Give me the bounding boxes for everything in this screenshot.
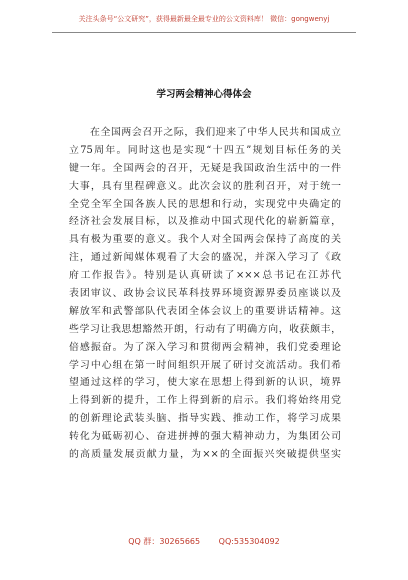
qq-number: QQ:535304092 <box>218 537 280 546</box>
body-line: 立75周年。同时这也是实现“十四五”规划目标任务的关 <box>69 144 341 156</box>
document-body <box>69 124 341 464</box>
qq-group: QQ 群：30265665 <box>128 537 201 546</box>
body-line: 些学习让我思想豁然开朗，行动有了明确方向，收获颇丰， <box>69 323 341 335</box>
body-line: 的高质量发展贡献力量，为××的全面振兴突破提供坚实 <box>69 449 341 461</box>
body-line: 倍感振奋。为了深入学习和贯彻两会精神，我们党委理论 <box>69 341 341 353</box>
body-line: 望通过这样的学习，使大家在思想上得到新的认识，境界 <box>69 377 341 389</box>
body-line: 大事，具有里程碑意义。此次会议的胜利召开，对于统一 <box>69 180 341 192</box>
body-line: 注，通过新闻媒体观看了大会的盛况，并深入学习了《政 <box>69 252 341 264</box>
body-line: 的创新理论武装头脑、指导实践、推动工作，将学习成果 <box>69 413 341 425</box>
header-divider <box>52 32 356 33</box>
body-line: 学习中心组在第一时间组织开展了研讨交流活动。我们希 <box>69 359 341 371</box>
body-line: 表团审议、政协会议民革科技界环境资源界委员座谈以及 <box>69 288 341 300</box>
body-line: 在全国两会召开之际，我们迎来了中华人民共和国成立 <box>69 127 341 138</box>
body-line: 经济社会发展目标，以及推动中国式现代化的崭新篇章， <box>69 216 341 228</box>
body-line: 具有极为重要的意义。我个人对全国两会保持了高度的关 <box>69 234 341 246</box>
body-line: 解放军和武警部队代表团全体会议上的重要讲话精神。这 <box>69 305 341 317</box>
document-title: 学习两会精神心得体会 <box>156 89 252 100</box>
body-line: 键一年。全国两会的召开，无疑是我国政治生活中的一件 <box>69 162 341 174</box>
body-line: 转化为砥砺初心、奋进拼搏的强大精神动力，为集团公司 <box>69 431 341 443</box>
contact-footer <box>0 536 408 547</box>
promo-header: 关注头条号“公文研究”，获得最新最全最专业的公文资料库！ 微信：gongwenyj <box>78 15 330 23</box>
body-line: 全党全军全国各族人民的思想和行动，实现党中央确定的 <box>69 198 341 210</box>
body-line: 上得到新的提升，工作上得到新的启示。我们将始终用党 <box>69 395 341 407</box>
body-line: 府工作报告》。特别是认真研读了×××总书记在江苏代 <box>69 270 341 282</box>
